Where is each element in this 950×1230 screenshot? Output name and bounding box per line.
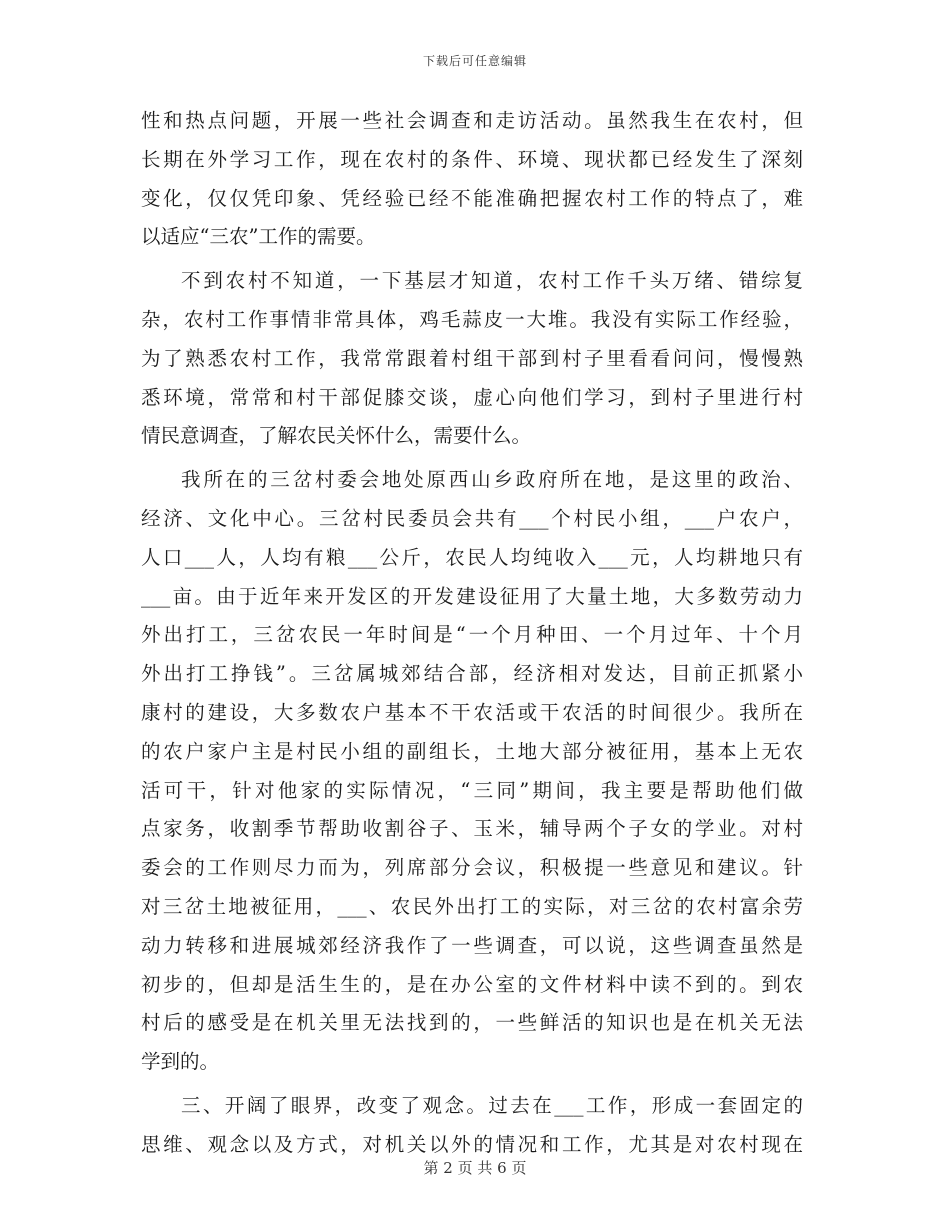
text-line: 情民意调查，了解农民关怀什么，需要什么。 — [141, 424, 532, 448]
text-line: 学到的。 — [141, 1050, 220, 1074]
paragraph-2 — [141, 262, 803, 456]
text-line: 外出打工，三岔农民一年时间是“一个月种田、一个月过年、十个月 — [141, 623, 803, 647]
text-line: 康村的建设，大多数农户基本不干农活或干农活的时间很少。我所在 — [141, 700, 803, 724]
text-line: 对三岔土地被征用，___、农民外出打工的实际，对三岔的农村富余劳 — [141, 894, 803, 918]
document-body — [141, 102, 803, 1165]
text-line: 杂，农村工作事情非常具体，鸡毛蒜皮一大堆。我没有实际工作经验， — [141, 307, 803, 331]
paragraph-3 — [141, 461, 803, 1082]
text-line: 人口___人，人均有粮___公斤，农民人均纯收入___元，人均耕地只有 — [141, 545, 803, 569]
paragraph-1 — [141, 102, 803, 257]
text-line: 初步的，但却是活生生的，是在办公室的文件材料中读不到的。到农 — [141, 972, 803, 996]
text-line: 村后的感受是在机关里无法找到的，一些鲜活的知识也是在机关无法 — [141, 1011, 803, 1035]
text-line: ___亩。由于近年来开发区的开发建设征用了大量土地，大多数劳动力 — [141, 584, 803, 608]
page-header: 下载后可任意编辑 — [422, 54, 527, 68]
text-line: 活可干，针对他家的实际情况，“三同”期间，我主要是帮助他们做 — [141, 778, 803, 802]
text-line: 三、开阔了眼界，改变了观念。过去在___工作，形成一套固定的 — [181, 1093, 803, 1117]
text-line: 点家务，收割季节帮助收割谷子、玉米，辅导两个子女的学业。对村 — [141, 817, 803, 841]
text-line: 动力转移和进展城郊经济我作了一些调查，可以说，这些调查虽然是 — [141, 933, 803, 957]
text-line: 我所在的三岔村委会地处原西山乡政府所在地，是这里的政治、 — [181, 468, 803, 492]
text-line: 委会的工作则尽力而为，列席部分会议，积极提一些意见和建议。针 — [141, 856, 803, 880]
text-line: 长期在外学习工作，现在农村的条件、环境、现状都已经发生了深刻 — [141, 147, 803, 171]
paragraph-4 — [141, 1087, 803, 1165]
text-line: 经济、文化中心。三岔村民委员会共有___个村民小组，___户农户， — [141, 506, 803, 530]
text-line: 为了熟悉农村工作，我常常跟着村组干部到村子里看看问问，慢慢熟 — [141, 346, 803, 370]
page-number-footer: 第 2 页 共 6 页 — [423, 1159, 527, 1177]
text-line: 变化，仅仅凭印象、凭经验已经不能准确把握农村工作的特点了，难 — [141, 186, 803, 210]
text-line: 不到农村不知道，一下基层才知道，农村工作千头万绪、错综复 — [181, 269, 803, 293]
text-line: 以适应“三农”工作的需要。 — [141, 225, 376, 249]
text-line: 外出打工挣钱”。三岔属城郊结合部，经济相对发达，目前正抓紧小 — [141, 662, 803, 686]
text-line: 性和热点问题，开展一些社会调查和走访活动。虽然我生在农村，但 — [141, 109, 803, 132]
text-line: 悉环境，常常和村干部促膝交谈，虚心向他们学习，到村子里进行村 — [141, 385, 803, 409]
text-line: 思维、观念以及方式，对机关以外的情况和工作，尤其是对农村现在 — [141, 1132, 803, 1156]
text-line: 的农户家户主是村民小组的副组长，土地大部分被征用，基本上无农 — [141, 739, 803, 763]
